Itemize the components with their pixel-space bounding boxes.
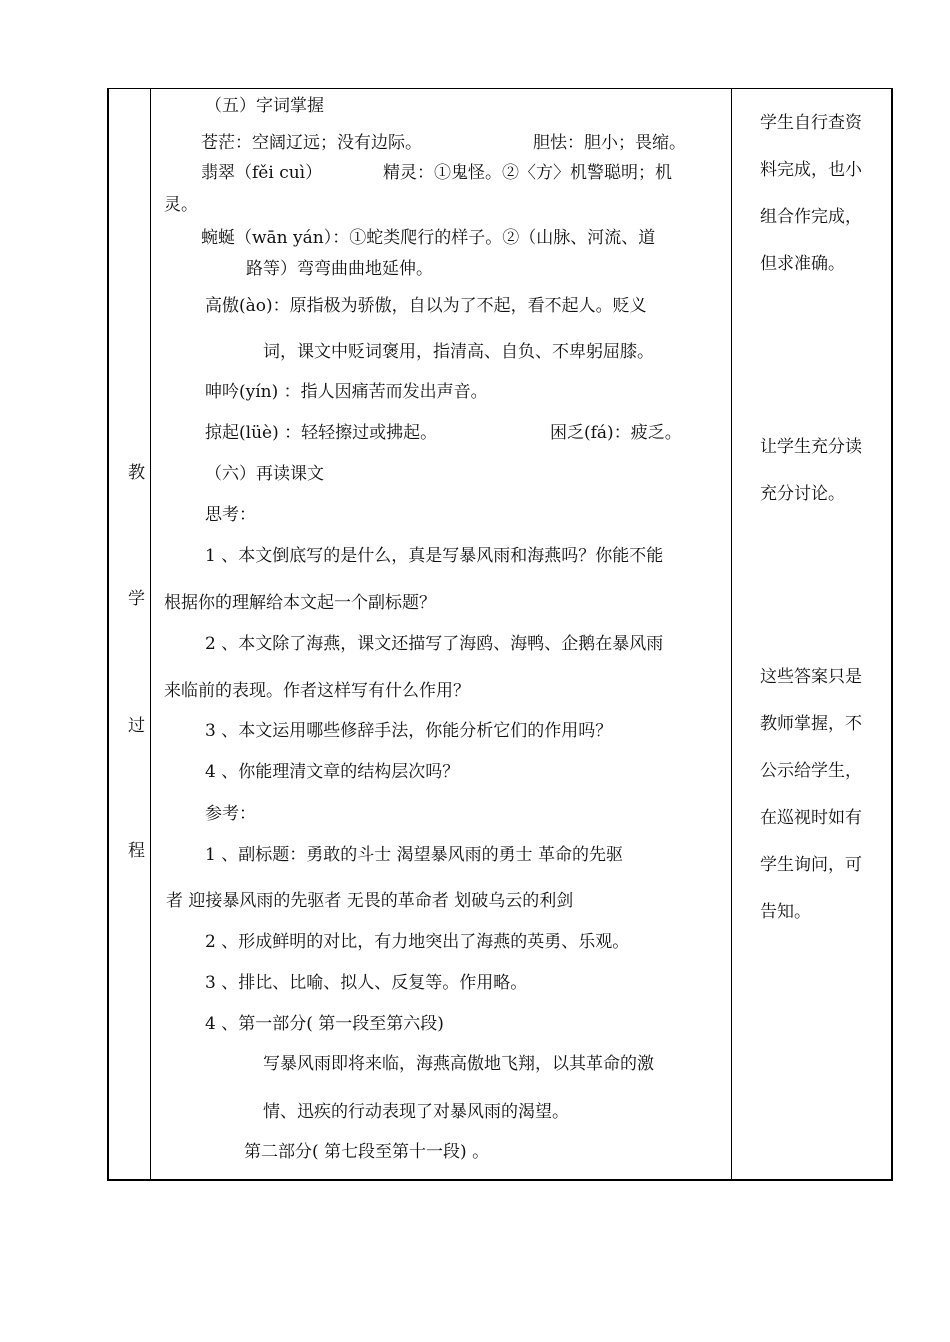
teacher-note-3 (760, 654, 886, 936)
answer-1-cont: 者 迎接暴风雨的先驱者 无畏的革命者 划破乌云的利剑 (166, 891, 574, 911)
column-divider-right (731, 88, 732, 1181)
vocab-line: 灵。 (164, 195, 198, 215)
section-heading-6: （六）再读课文 (205, 464, 324, 484)
answer-4-part2: 第二部分( 第七段至第十一段) 。 (244, 1142, 490, 1162)
note-line: 组合作完成， (760, 207, 862, 227)
question-2-cont: 来临前的表现。作者这样写有什么作用？ (164, 681, 470, 701)
question-1-cont: 根据你的理解给本文起一个副标题？ (164, 593, 436, 613)
answer-4-detail: 写暴风雨即将来临，海燕高傲地飞翔，以其革命的激 (263, 1054, 654, 1074)
note-line: 这些答案只是 (760, 667, 862, 687)
vocab-line: 路等）弯弯曲曲地延伸。 (246, 259, 433, 279)
note-line: 学生询问，可 (760, 855, 862, 875)
vocab-line: 苍茫：空阔辽远；没有边际。 (201, 133, 422, 153)
note-line: 学生自行查资 (760, 113, 862, 133)
note-line: 充分讨论。 (760, 484, 845, 504)
teacher-note-1 (760, 100, 886, 288)
question-4: 4 、你能理清文章的结构层次吗？ (205, 762, 460, 782)
vocab-line: 困乏(fá)：疲乏。 (550, 423, 682, 443)
note-line: 但求准确。 (760, 254, 845, 274)
stage-char-4: 程 (128, 841, 145, 861)
note-line: 公示给学生， (760, 761, 862, 781)
note-line: 在巡视时如有 (760, 808, 862, 828)
answer-1: 1 、副标题：勇敢的斗士 渴望暴风雨的勇士 革命的先驱 (205, 845, 624, 865)
vocab-line: 高傲(ào)：原指极为骄傲，自以为了不起，看不起人。贬义 (205, 296, 647, 316)
vocab-line: 蜿蜒（wān yán）：①蛇类爬行的样子。②（山脉、河流、道 (201, 228, 656, 248)
note-line: 告知。 (760, 902, 811, 922)
answer-4: 4 、第一部分( 第一段至第六段) (205, 1014, 444, 1034)
note-line: 让学生充分读 (760, 437, 862, 457)
note-line: 料完成，也小 (760, 160, 862, 180)
question-2: 2 、本文除了海燕，课文还描写了海鸥、海鸭、企鹅在暴风雨 (205, 634, 664, 654)
section-heading-5: （五）字词掌握 (205, 96, 324, 116)
column-divider-left (150, 88, 151, 1181)
teacher-note-2 (760, 424, 886, 518)
note-line: 教师掌握，不 (760, 714, 862, 734)
vocab-line: 翡翠（fěi cuì） (201, 163, 323, 183)
answer-4-detail-cont: 情、迅疾的行动表现了对暴风雨的渴望。 (263, 1102, 569, 1122)
stage-char-3: 过 (128, 716, 145, 736)
vocab-line: 精灵：①鬼怪。②〈方〉机警聪明；机 (383, 163, 672, 183)
answer-2: 2 、形成鲜明的对比，有力地突出了海燕的英勇、乐观。 (205, 932, 630, 952)
vocab-line: 呻吟(yín) ：指人因痛苦而发出声音。 (205, 382, 488, 402)
stage-char-1: 教 (128, 463, 145, 483)
vocab-line: 胆怯：胆小；畏缩。 (533, 133, 686, 153)
think-heading: 思考： (205, 505, 256, 525)
vocab-line: 词，课文中贬词褒用，指清高、自负、不卑躬屈膝。 (263, 342, 654, 362)
answer-3: 3 、排比、比喻、拟人、反复等。作用略。 (205, 973, 528, 993)
question-3: 3 、本文运用哪些修辞手法，你能分析它们的作用吗？ (205, 721, 613, 741)
reference-heading: 参考： (205, 804, 256, 824)
stage-char-2: 学 (128, 589, 145, 609)
question-1: 1 、本文倒底写的是什么，真是写暴风雨和海燕吗？你能不能 (205, 546, 664, 566)
vocab-line: 掠起(lüè) ：轻轻擦过或拂起。 (205, 423, 438, 443)
